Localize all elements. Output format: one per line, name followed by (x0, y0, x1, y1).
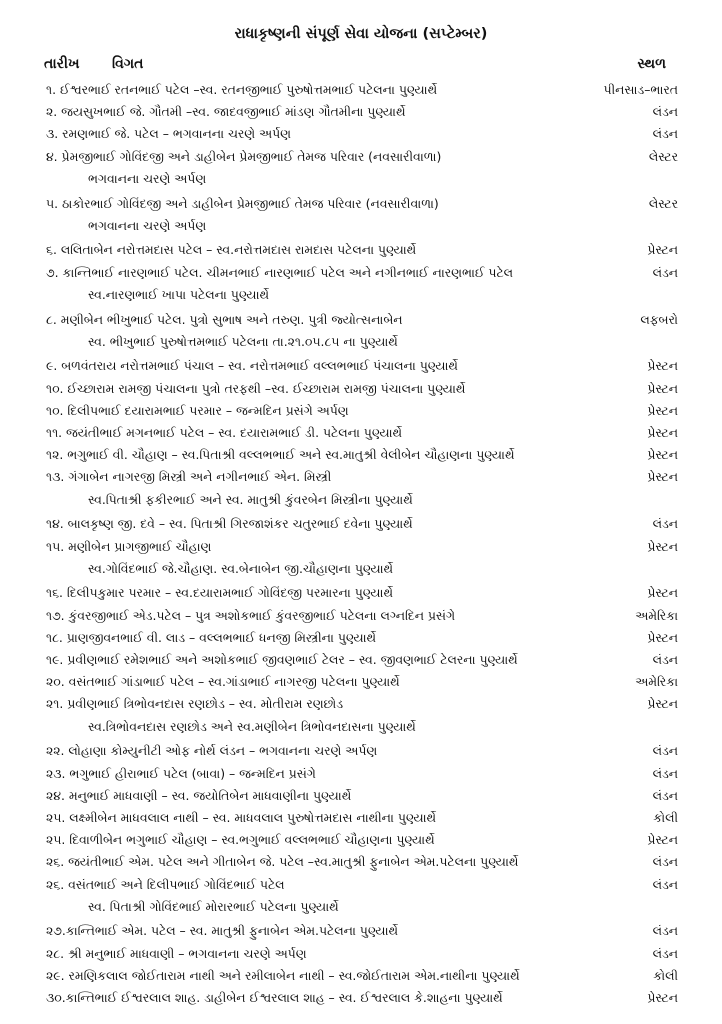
entry-text: ૨૧. પ્રવીણભાઈ ત્રિભોવનદાસ રણછોડ – સ્વ. મોતીરામ રણછોડ (46, 696, 344, 712)
page-title: રાધાકૃષ્ણની સંપૂર્ણ સેવા યોજના (સપ્ટેમ્બર) (234, 26, 488, 42)
entry-place: લંડન (652, 765, 678, 781)
entry-place: લંડન (652, 854, 678, 870)
entry-text: ૬. લલિતાબેન નરોત્તમદાસ પટેલ – સ્વ.નરોત્તમદાસ રામદાસ પટેલના પુણ્યાર્થે (46, 242, 417, 258)
header-detail: વિગત (112, 56, 144, 72)
entry-text: ૨૯. રમણિકલાલ જોઈતારામ નાથી અને રમીલાબેન નાથી – સ્વ.જોઈતારામ એમ.નાથીના પુણ્યાર્થે (46, 967, 520, 983)
entry-text: ૧૯. પ્રવીણભાઈ રમેશભાઈ અને અશોકભાઈ જીવણભાઈ ટેલર – સ્વ. જીવણભાઈ ટેલરના પુણ્યાર્થે (46, 652, 518, 667)
entry-text: ૫. ઠાકોરભાઈ ગોવિંદજી અને ડાહીબેન પ્રેમજીભાઈ તેમજ પરિવાર (નવસારીવાળા) (46, 195, 439, 211)
entry-place: લંડન (652, 126, 678, 142)
entry-text: ૨. જયસુખભાઈ જે. ગૌતમી –સ્વ. જાદવજીભાઈ માંડણ ગૌતમીના પુણ્યાર્થે (46, 104, 406, 120)
entry-continuation: ભગવાનના ચરણે અર્પણ (88, 170, 207, 186)
entry-place: પ્રેસ્ટન (647, 425, 678, 440)
entry-place: પ્રેસ્ટન (647, 242, 678, 258)
entry-text: ૧૦. દિલીપભાઈ દયારામભાઈ પરમાર – જન્મદિન પ્રસંગે અર્પણ (46, 402, 349, 418)
entry-text: ૩૦.કાન્તિભાઈ ઈશ્વરલાલ શાહ. ડાહીબેન ઈશ્વરલાલ શાહ – સ્વ. ઈશ્વરલાલ કે.શાહના પુણ્યાર્થે (46, 990, 503, 1005)
entry-text: ૧૫. મણીબેન પ્રાગજીભાઈ ચૌહાણ (46, 538, 212, 554)
entry-text: ૧૨. ભગુભાઈ વી. ચૌહાણ – સ્વ.પિતાશ્રી વલ્લભભાઈ અને સ્વ.માતુશ્રી વેલીબેન ચૌહાણના પુણ્યાર્થે (46, 447, 515, 463)
entry-text: ૮. મણીબેન ભીખુભાઈ પટેલ. પુત્રો સુભાષ અને તરુણ. પુત્રી જ્યોત્સનાબેન (46, 311, 403, 327)
entry-place: લંડન (652, 104, 678, 120)
entry-continuation: સ્વ.પિતાશ્રી ફકીરભાઈ અને સ્વ. માતુશ્રી કુંવરબેન મિસ્ત્રીના પુણ્યાર્થે (88, 491, 413, 507)
entry-place: કોલી (653, 809, 678, 825)
entry-place: પીનસાડ–ભારત (603, 82, 678, 97)
entry-text: ૧૧. જયંતીભાઈ મગનભાઈ પટેલ – સ્વ. દયારામભાઈ ડી. પટેલના પુણ્યાર્થે (46, 425, 403, 440)
entry-text: ૧૦. ઈચ્છારામ રામજી પંચાલના પુત્રો તરફથી –સ્વ. ઈચ્છારામ રામજી પંચાલના પુણ્યાર્થે (46, 380, 466, 396)
entry-text: ૨૬. જયંતીભાઈ એમ. પટેલ અને ગીતાબેન જે. પટેલ –સ્વ.માતુશ્રી ફુનાબેન એમ.પટેલના પુણ્યાર્થે (46, 854, 519, 870)
entry-continuation: સ્વ.નારણભાઈ ખાપા પટેલના પુણ્યાર્થે (88, 286, 269, 302)
entry-place: પ્રેસ્ટન (647, 380, 678, 396)
entry-text: ૨૭.કાન્તિભાઈ એમ. પટેલ – સ્વ. માતુશ્રી ફુનાબેન એમ.પટેલના પુણ્યાર્થે (46, 923, 398, 939)
entry-text: ૧૬. દિલીપકુમાર પરમાર – સ્વ.દયારામભાઈ ગોવિંદજી પરમારના પુણ્યાર્થે (46, 585, 393, 601)
entry-text: ૨૪. મનુભાઈ માધવાણી – સ્વ. જયોતિબેન માધવાણીના પુણ્યાર્થે (46, 787, 352, 803)
entry-place: લંડન (652, 876, 678, 892)
entry-text: ૧. ઈશ્વરભાઈ રતનભાઈ પટેલ –સ્વ. રતનજીભાઈ પુરુષોત્તમભાઈ પટેલના પુણ્યાર્થે (46, 82, 438, 97)
entry-place: લંડન (652, 652, 678, 667)
entry-text: ૧૩. ગંગાબેન નાગરજી મિસ્ત્રી અને નગીનભાઈ એન. મિસ્ત્રી (46, 469, 332, 485)
entry-text: ૨૬. વસંતભાઈ અને દિલીપભાઈ ગોવિંદભાઈ પટેલ (46, 876, 285, 892)
entry-place: પ્રેસ્ટન (647, 469, 678, 485)
entry-text: ૨૮. શ્રી મનુભાઈ માધવાણી – ભગવાનના ચરણે અર્પણ (46, 945, 307, 961)
entry-continuation: સ્વ. પિતાશ્રી ગોવિંદભાઈ મોરારભાઈ પટેલના પુણ્યાર્થે (88, 898, 339, 914)
entry-text: ૧૮. પ્રાણજીવનભાઈ વી. લાડ – વલ્લભભાઈ ધનજી મિસ્ત્રીના પુણ્યાર્થે (46, 629, 377, 645)
entry-text: ૯. બળવંતરાય નરોત્તમભાઈ પંચાલ – સ્વ. નરોત્તમભાઈ વલ્લભભાઈ પંચાલના પુણ્યાર્થે (46, 358, 458, 374)
entry-continuation: સ્વ.ગોવિંદભાઈ જે.ચૌહાણ. સ્વ.બેનાબેન જી.ચૌહાણના પુણ્યાર્થે (88, 560, 394, 576)
entry-text: ૨૫. દિવાળીબેન ભગુભાઈ ચૌહાણ – સ્વ.ભગુભાઈ વલ્લભભાઈ ચૌહાણના પુણ્યાર્થે (46, 832, 435, 848)
entry-place: પ્રેસ્ટન (647, 629, 678, 645)
header-date: તારીખ (44, 56, 80, 72)
entry-continuation: ભગવાનના ચરણે અર્પણ (88, 217, 207, 233)
entry-place: લેસ્ટર (648, 195, 678, 211)
entry-place: કોલી (653, 967, 678, 983)
entry-place: પ્રેસ્ટન (647, 358, 678, 374)
entry-place: લંડન (652, 787, 678, 803)
entry-text: ૨૨. લોહાણા કોમ્યુનીટી ઓફ નોર્થ લંડન – ભગવાનના ચરણે અર્પણ (46, 743, 378, 759)
entry-text: ૧૭. કુંવરજીભાઈ એડ.પટેલ – પુત્ર અશોકભાઈ કુંવરજીભાઈ પટેલના લગ્નદિન પ્રસંગે (46, 607, 456, 623)
entry-place: લેસ્ટર (648, 148, 678, 164)
entry-text: ૨૩. ભગુભાઈ હીરાભાઈ પટેલ (બાવા) – જન્મદિન પ્રસંગે (46, 765, 316, 781)
entry-place: અમેરિકા (635, 607, 678, 623)
entry-place: લંડન (652, 516, 678, 532)
entry-place: પ્રેસ્ટન (647, 990, 678, 1005)
entry-text: ૪. પ્રેમજીભાઈ ગોવિંદજી અને ડાહીબેન પ્રેમજીભાઈ તેમજ પરિવાર (નવસારીવાળા) (46, 148, 442, 164)
entry-place: પ્રેસ્ટન (647, 538, 678, 554)
entry-place: લંડન (652, 945, 678, 961)
entry-place: પ્રેસ્ટન (647, 402, 678, 418)
entry-text: ૨૦. વસંતભાઈ ગાંડાભાઈ પટેલ – સ્વ.ગાંડાભાઈ નાગરજી પટેલના પુણ્યાર્થે (46, 674, 400, 690)
entry-continuation: સ્વ.ત્રિભોવનદાસ રણછોડ અને સ્વ.મણીબેન ત્રિભોવનદાસના પુણ્યાર્થે (88, 718, 416, 734)
header-place: સ્થળ (637, 56, 666, 72)
entry-text: ૨૫. લક્ષ્મીબેન માધવલાલ નાથી – સ્વ. માધવલાલ પુરુષોત્તમદાસ નાથીના પુણ્યાર્થે (46, 809, 437, 825)
entry-place: લંડન (652, 264, 678, 280)
entry-continuation: સ્વ. ભીખુભાઈ પુરુષોત્તમભાઈ પટેલના તા.૨૧.૦૫.૮૫ ના પુણ્યાર્થે (88, 333, 398, 349)
entry-text: ૩. રમણભાઈ જે. પટેલ – ભગવાનના ચરણે અર્પણ (46, 126, 291, 142)
entry-place: પ્રેસ્ટન (647, 696, 678, 712)
entry-place: લંડન (652, 923, 678, 939)
entry-place: લફબરો (640, 311, 678, 327)
entry-place: અમેરિકા (635, 674, 678, 690)
entry-place: પ્રેસ્ટન (647, 447, 678, 463)
entry-place: પ્રેસ્ટન (647, 832, 678, 848)
entry-place: પ્રેસ્ટન (647, 585, 678, 601)
entry-place: લંડન (652, 743, 678, 759)
entry-text: ૭. કાન્તિભાઈ નારણભાઈ પટેલ. ચીમનભાઈ નારણભાઈ પટેલ અને નગીનભાઈ નારણભાઈ પટેલ (46, 264, 514, 280)
entry-text: ૧૪. બાલકૃષ્ણ જી. દવે – સ્વ. પિતાશ્રી ગિરજાશંકર ચતુરભાઈ દવેના પુણ્યાર્થે (46, 516, 413, 532)
